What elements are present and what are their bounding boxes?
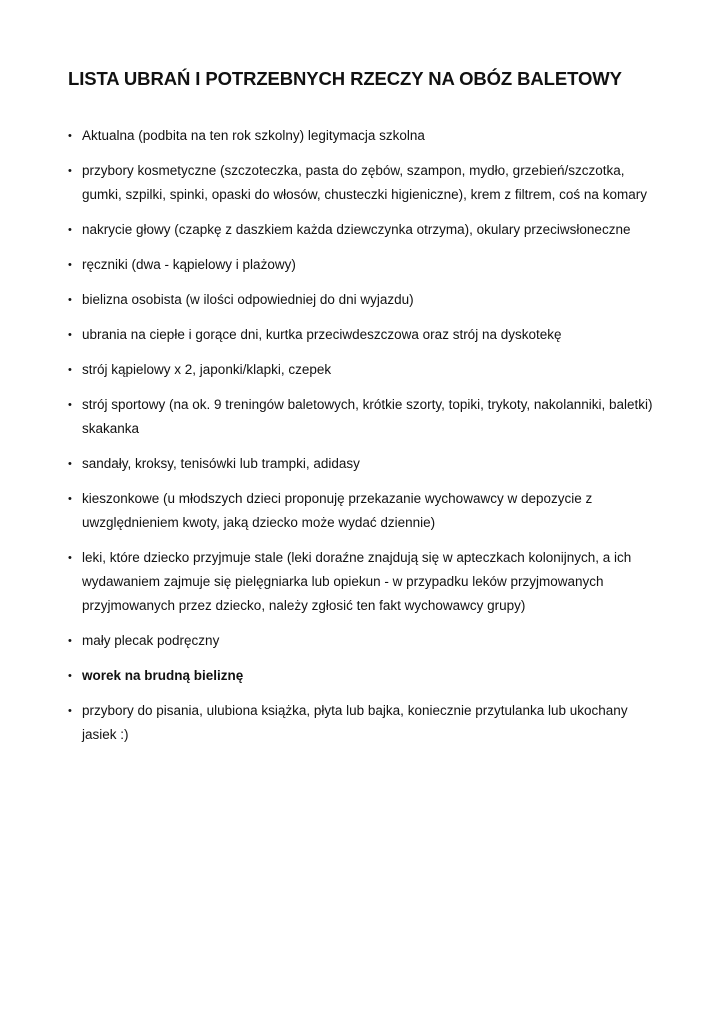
list-item: [68, 253, 665, 277]
list-item-text: mały plecak podręczny: [82, 633, 220, 648]
list-item: [68, 288, 665, 312]
bullet-icon: •: [68, 399, 72, 411]
list-item: [68, 218, 665, 242]
list-item-text: ręczniki (dwa - kąpielowy i plażowy): [82, 257, 296, 272]
bullet-icon: •: [68, 294, 72, 306]
bullet-icon: •: [68, 458, 72, 470]
list-item: [68, 358, 665, 382]
checklist: [68, 124, 665, 747]
list-item-text: nakrycie głowy (czapkę z daszkiem każda dziewczynka otrzyma), okulary przeciwsłoneczne: [82, 222, 631, 237]
list-item-text: sandały, kroksy, tenisówki lub trampki, adidasy: [82, 456, 360, 471]
list-item-text: ubrania na ciepłe i gorące dni, kurtka przeciwdeszczowa oraz strój na dyskotekę: [82, 327, 562, 342]
list-item: [68, 323, 665, 347]
list-item: [68, 393, 665, 441]
bullet-icon: •: [68, 670, 72, 682]
list-item-text: przybory do pisania, ulubiona książka, płyta lub bajka, koniecznie przytulanka lub ukochany jasiek :): [82, 703, 628, 742]
list-item: [68, 452, 665, 476]
list-item: [68, 159, 665, 207]
list-item-text: Aktualna (podbita na ten rok szkolny) legitymacja szkolna: [82, 128, 425, 143]
list-item-text: strój kąpielowy x 2, japonki/klapki, czepek: [82, 362, 332, 377]
list-item-text: bielizna osobista (w ilości odpowiedniej do dni wyjazdu): [82, 292, 414, 307]
bullet-icon: •: [68, 635, 72, 647]
bullet-icon: •: [68, 329, 72, 341]
list-item: [68, 546, 665, 618]
bullet-icon: •: [68, 493, 72, 505]
list-item-text: leki, które dziecko przyjmuje stale (leki doraźne znajdują się w apteczkach kolonijnych, a ich wydawaniem zajmuje się pielęgniarka lub opiekun - w przypadku leków przyjmowanych przyjmowanych przez dziecko, należy zgłosić ten fakt wychowawcy grupy): [82, 550, 632, 613]
list-item: [68, 487, 665, 535]
bullet-icon: •: [68, 552, 72, 564]
document-title: LISTA UBRAŃ I POTRZEBNYCH RZECZY NA OBÓZ BALETOWY: [68, 68, 622, 89]
list-item: [68, 699, 665, 747]
bullet-icon: •: [68, 130, 72, 142]
list-item: [68, 664, 665, 688]
bullet-icon: •: [68, 364, 72, 376]
list-item-text: przybory kosmetyczne (szczoteczka, pasta do zębów, szampon, mydło, grzebień/szczotka, gumki, szpilki, spinki, opaski do włosów, chusteczki higieniczne), krem z filtrem, coś na komary: [82, 163, 647, 202]
bullet-icon: •: [68, 224, 72, 236]
bullet-icon: •: [68, 259, 72, 271]
list-item-text: kieszonkowe (u młodszych dzieci proponuję przekazanie wychowawcy w depozycie z uwzględnieniem kwoty, jaką dziecko może wydać dziennie): [82, 491, 593, 530]
list-item: [68, 124, 665, 148]
list-item-text: strój sportowy (na ok. 9 treningów baletowych, krótkie szorty, topiki, trykoty, nakolanniki, baletki) skakanka: [82, 397, 653, 436]
list-item-text: worek na brudną bieliznę: [82, 668, 244, 683]
bullet-icon: •: [68, 705, 72, 717]
list-item: [68, 629, 665, 653]
bullet-icon: •: [68, 165, 72, 177]
